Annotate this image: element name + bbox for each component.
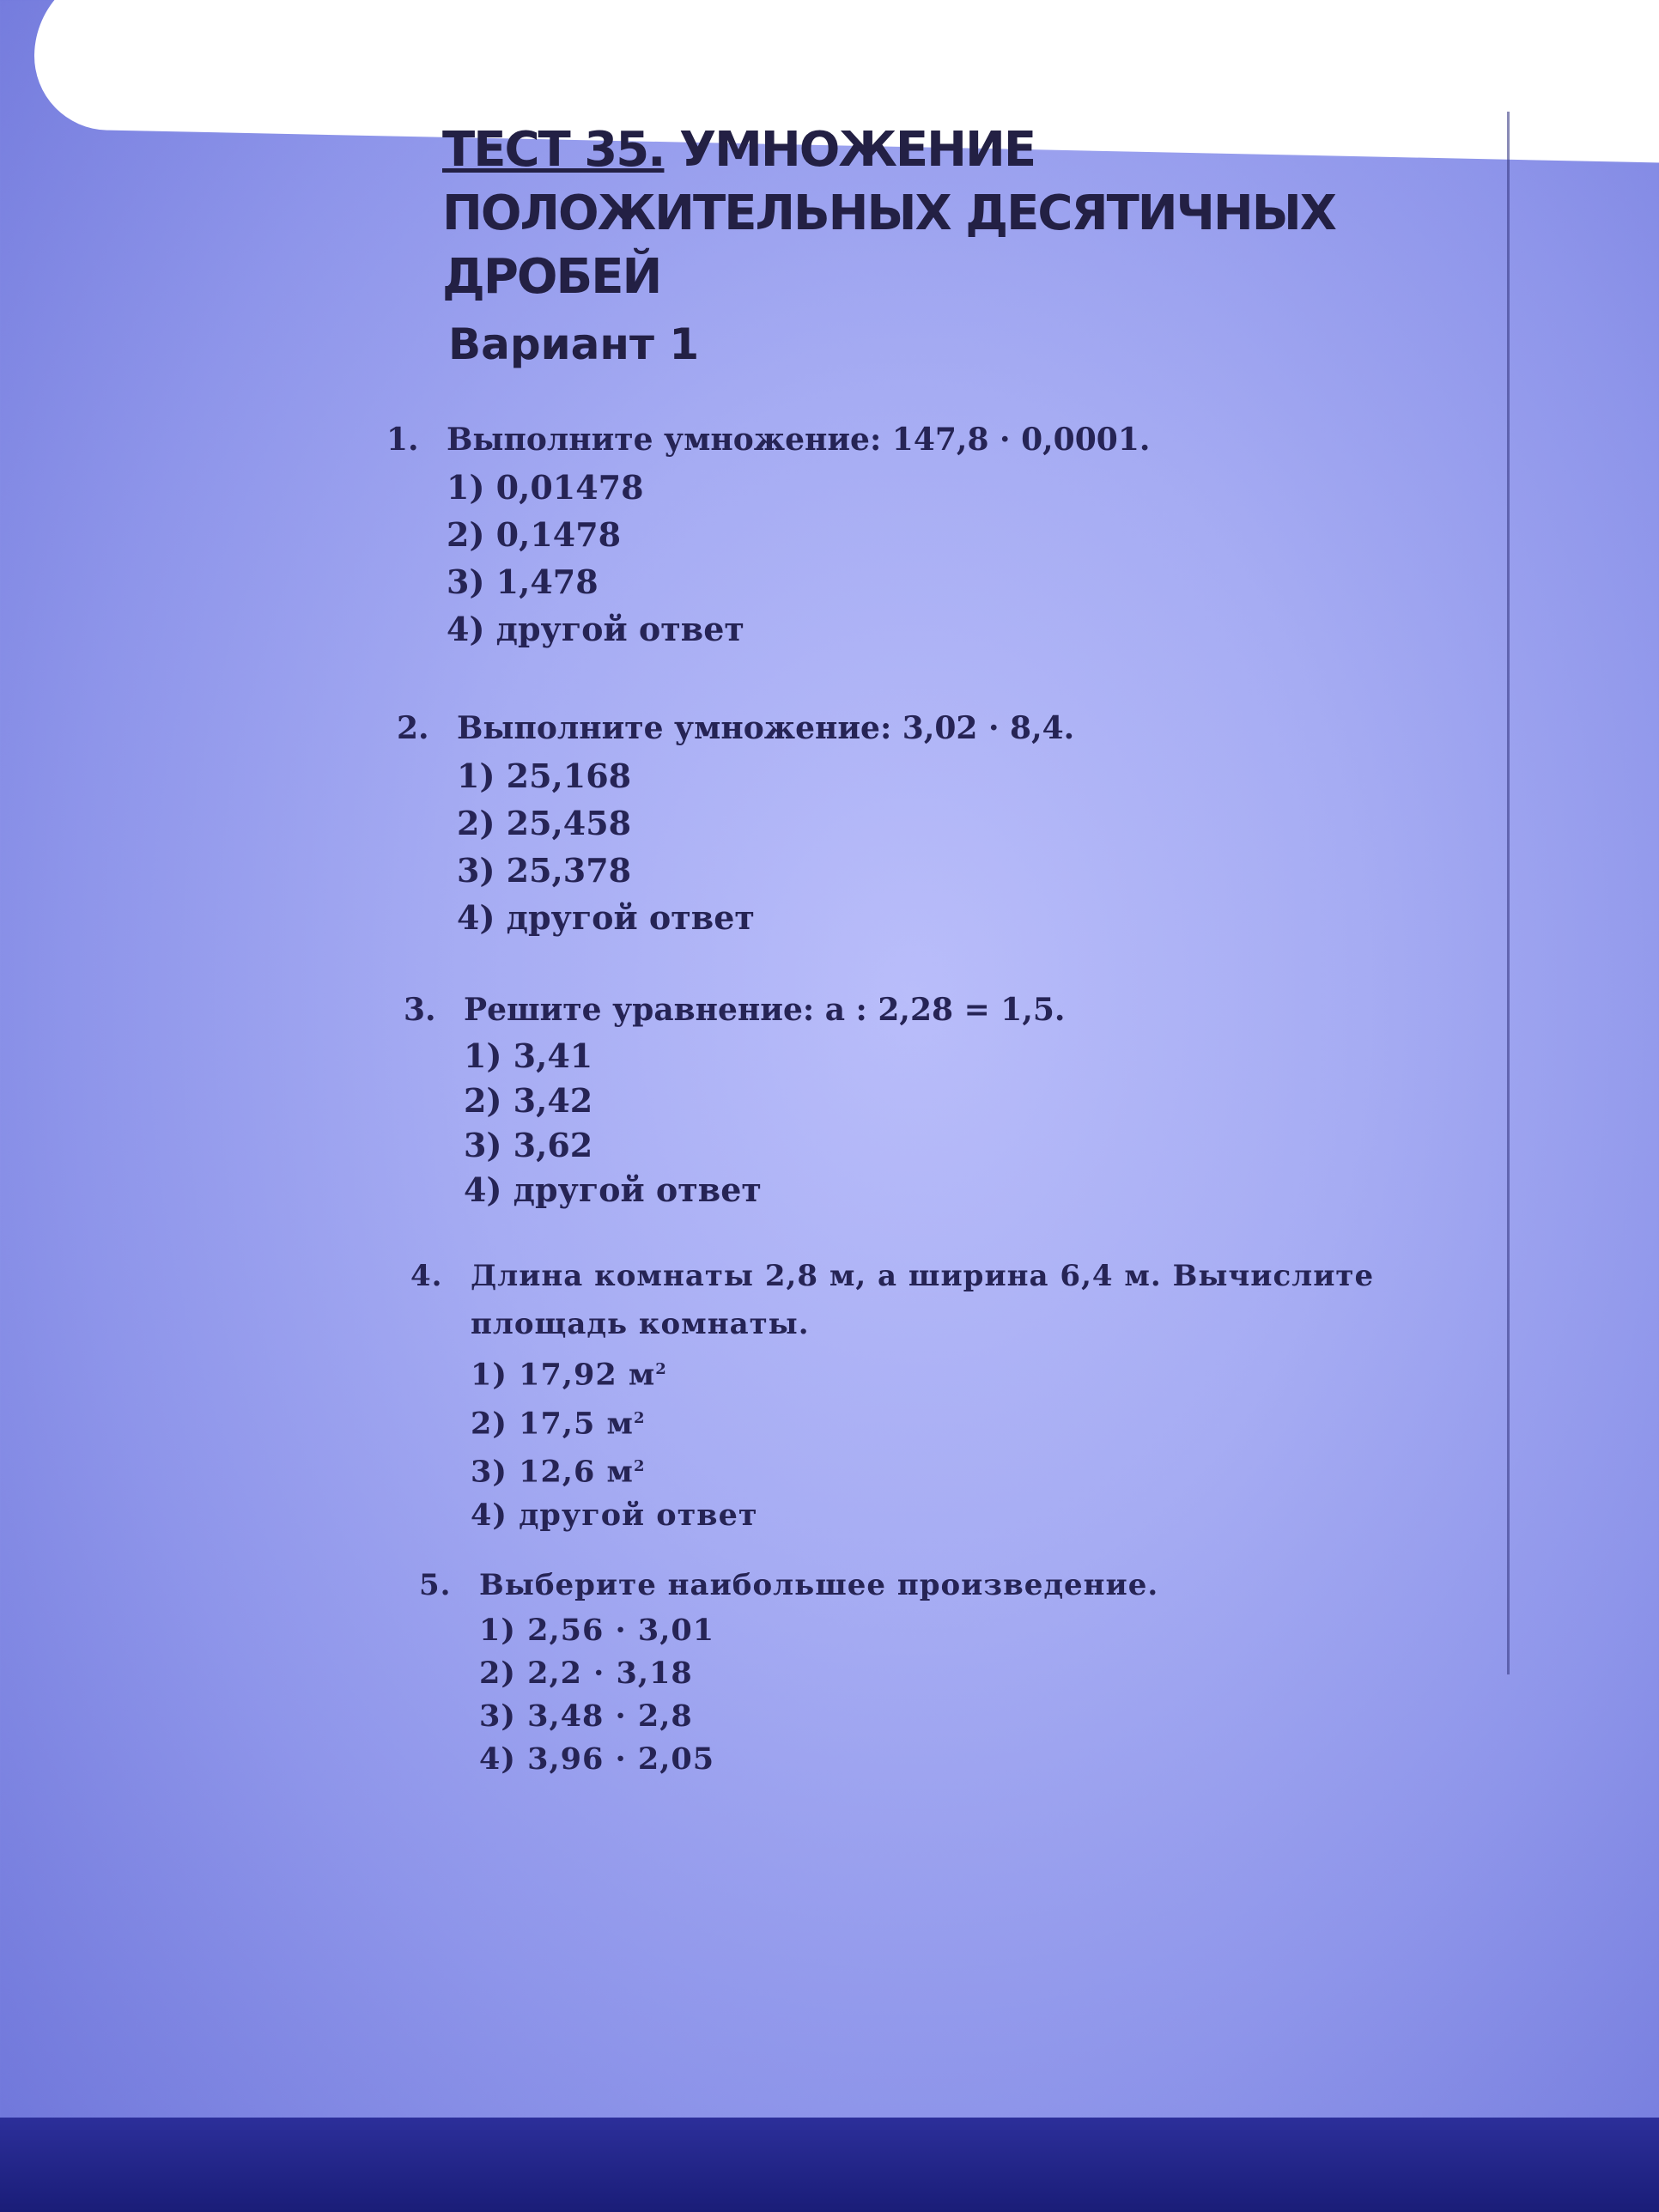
- question-text: Длина комнаты 2,8 м, а ширина 6,4 м. Вычислите площадь комнаты.: [471, 1259, 1375, 1341]
- answer-option[interactable]: 1) 3,41: [464, 1036, 593, 1075]
- question-text: Выполните умножение: 3,02 · 8,4.: [457, 710, 1075, 746]
- answer-option[interactable]: 3) 25,378: [457, 851, 632, 890]
- answer-options: [464, 1034, 1451, 1212]
- answer-option[interactable]: 3) 3,62: [464, 1126, 593, 1164]
- answer-option[interactable]: 2) 3,42: [464, 1081, 593, 1120]
- question-number: 2.: [397, 710, 429, 746]
- answer-option[interactable]: 2) 25,458: [457, 804, 632, 842]
- answer-option[interactable]: 4) другой ответ: [464, 1170, 762, 1209]
- question-2: [397, 704, 1444, 941]
- answer-options: [447, 464, 1434, 653]
- question-text: Выберите наибольшее произведение.: [479, 1568, 1159, 1602]
- page-edge-line: [1507, 112, 1510, 1674]
- question-number: 5.: [419, 1568, 452, 1602]
- question-number: 1.: [386, 422, 419, 458]
- question-1: [386, 416, 1434, 653]
- unit-superscript: 2: [633, 1457, 646, 1476]
- answer-option-text: 2) 17,5 м: [471, 1406, 634, 1442]
- answer-option[interactable]: 1) 2,56 · 3,01: [479, 1613, 715, 1648]
- answer-option[interactable]: 4) 3,96 · 2,05: [479, 1741, 715, 1777]
- question-number: 3.: [404, 992, 436, 1028]
- question-5: [419, 1561, 1467, 1781]
- answer-option[interactable]: 1) 25,168: [457, 757, 632, 795]
- test-number: ТЕСТ 35.: [442, 122, 665, 178]
- unit-superscript: 2: [633, 1408, 646, 1427]
- question-3: [404, 986, 1451, 1212]
- answer-options: [479, 1609, 1467, 1781]
- answer-options: [471, 1348, 1458, 1537]
- page-title: [442, 118, 1516, 309]
- question-text: Решите уравнение: a : 2,28 = 1,5.: [464, 992, 1066, 1028]
- question-text: Выполните умножение: 147,8 · 0,0001.: [447, 422, 1151, 458]
- answer-options: [457, 752, 1444, 941]
- variant-heading: Вариант 1: [448, 319, 700, 369]
- answer-option[interactable]: [471, 1397, 1458, 1446]
- answer-option[interactable]: 4) другой ответ: [447, 610, 744, 648]
- answer-option[interactable]: 2) 2,2 · 3,18: [479, 1656, 693, 1691]
- answer-option-text: 1) 17,92 м: [471, 1357, 656, 1393]
- test-topic: УМНОЖЕНИЕ ПОЛОЖИТЕЛЬНЫХ ДЕСЯТИЧНЫХ ДРОБЕЙ: [442, 122, 1335, 305]
- photo-bottom-edge: [0, 2118, 1659, 2212]
- unit-superscript: 2: [655, 1360, 667, 1378]
- answer-option[interactable]: 3) 1,478: [447, 562, 599, 601]
- question-4: [410, 1252, 1458, 1537]
- answer-option[interactable]: 1) 0,01478: [447, 468, 644, 507]
- answer-option[interactable]: 4) другой ответ: [457, 898, 755, 937]
- answer-option[interactable]: 4) другой ответ: [471, 1497, 758, 1533]
- answer-option[interactable]: [471, 1348, 1458, 1397]
- answer-option[interactable]: 2) 0,1478: [447, 515, 622, 554]
- answer-option[interactable]: 3) 3,48 · 2,8: [479, 1698, 693, 1734]
- question-number: 4.: [410, 1259, 443, 1293]
- answer-option-text: 3) 12,6 м: [471, 1454, 634, 1490]
- answer-option[interactable]: [471, 1445, 1458, 1494]
